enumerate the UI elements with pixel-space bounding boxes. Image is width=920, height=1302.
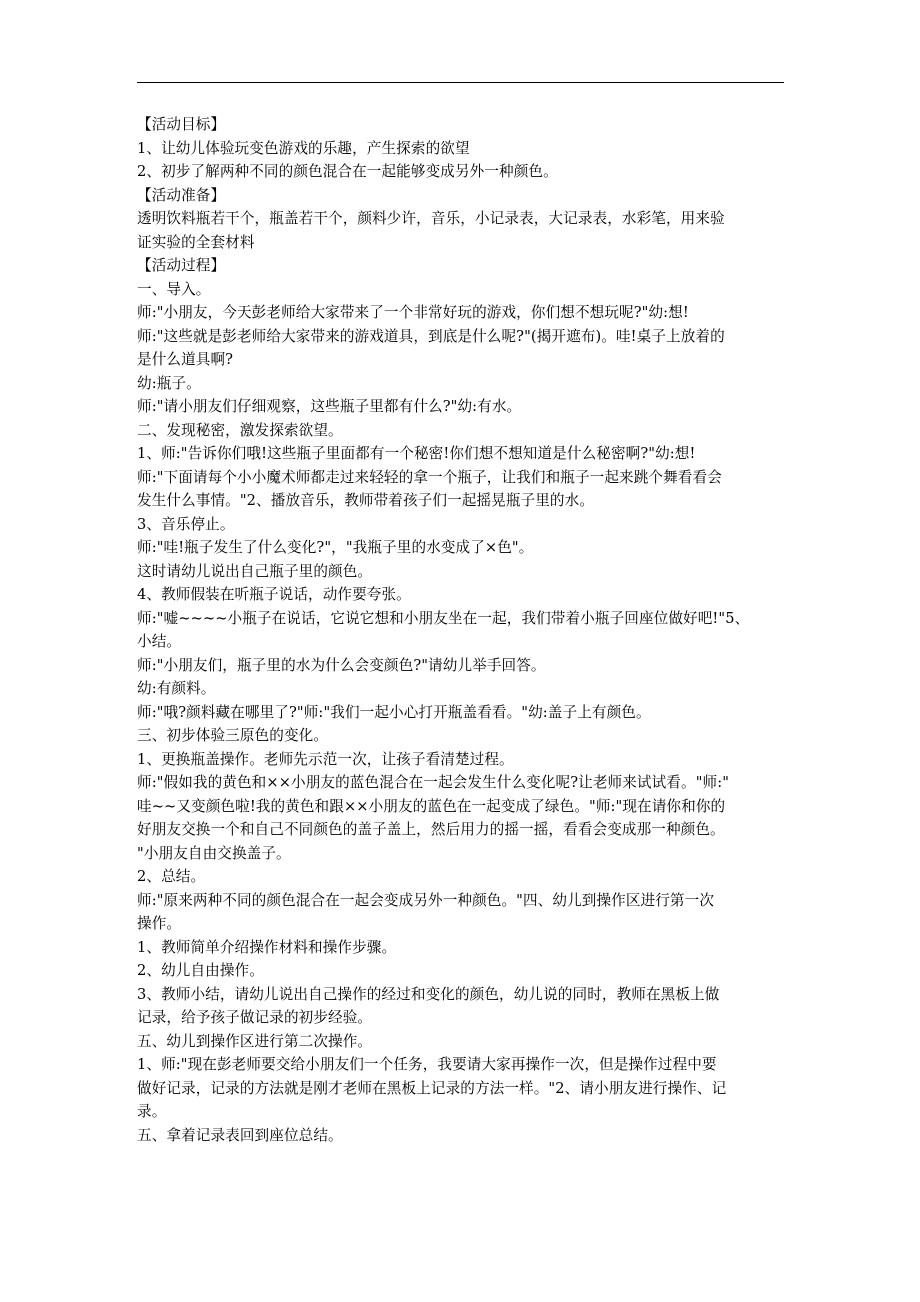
text-line: 2、幼儿自由操作。 [137, 962, 264, 979]
text-line: 师:"哦?颜料藏在哪里了?"师:"我们一起小心打开瓶盖看看。"幼:盖子上有颜色。 [137, 703, 651, 721]
text-line: 证实验的全套材料 [137, 233, 255, 251]
text-line: 三、初步体验三原色的变化。 [137, 727, 329, 744]
text-line: 3、教师小结，请幼儿说出自己操作的经过和变化的颜色，幼儿说的同时，教师在黑板上做 [137, 985, 720, 1003]
text-line: 好朋友交换一个和自己不同颜色的盖子盖上，然后用力的摇一摇，看看会变成那一种颜色。 [137, 821, 725, 838]
text-line: 【活动过程】 [137, 257, 226, 274]
text-line: 师:"小朋友，今天彭老师给大家带来了一个非常好玩的游戏，你们想不想玩呢?"幼:想! [137, 304, 689, 321]
text-line: 3、音乐停止。 [137, 515, 235, 533]
text-line: 师:"嘘~~~~小瓶子在说话，它说它想和小朋友坐在一起，我们带着小瓶子回座位做好吧!"5、 [137, 609, 750, 627]
text-line: "小朋友自由交换盖子。 [137, 844, 291, 862]
document-body [137, 113, 787, 1147]
text-line: 【活动目标】 [137, 116, 226, 133]
text-line: 师:"假如我的黄色和××小朋友的蓝色混合在一起会发生什么变化呢?让老师来试试看。"师:" [137, 774, 730, 791]
text-line: 师:"哇!瓶子发生了什么变化?"，"我瓶子里的水变成了×色"。 [137, 539, 534, 556]
text-line: 1、更换瓶盖操作。老师先示范一次，让孩子看清楚过程。 [137, 750, 514, 768]
text-line: 师:"下面请每个小小魔术师都走过来轻轻的拿一个瓶子，让我们和瓶子一起来跳个舞看看会 [137, 468, 722, 486]
header-rule [137, 82, 784, 83]
text-line: 师:"原来两种不同的颜色混合在一起会变成另外一种颜色。"四、幼儿到操作区进行第一次 [137, 891, 715, 909]
text-line: 小结。 [137, 633, 182, 650]
text-line: 师:"小朋友们，瓶子里的水为什么会变颜色?"请幼儿举手回答。 [137, 656, 546, 674]
text-line: 是什么道具啊? [137, 351, 234, 368]
text-line: 哇~~又变颜色啦!我的黄色和跟××小朋友的蓝色在一起变成了绿色。"师:"现在请你和你的 [137, 797, 726, 815]
text-line: 五、拿着记录表回到座位总结。 [137, 1126, 343, 1144]
text-line: 师:"这些就是彭老师给大家带来的游戏道具，到底是什么呢?"(揭开遮布)。哇!桌子上放着的 [137, 327, 725, 345]
text-line: 1、师:"现在彭老师要交给小朋友们一个任务，我要请大家再操作一次，但是操作过程中要 [137, 1056, 717, 1073]
text-line: 录。 [137, 1103, 167, 1120]
text-line: 二、发现秘密，激发探索欲望。 [137, 421, 343, 439]
text-line: 师:"请小朋友们仔细观察，这些瓶子里都有什么?"幼:有水。 [137, 398, 522, 415]
text-line: 操作。 [137, 915, 182, 932]
text-line: 记录，给予孩子做记录的初步经验。 [137, 1009, 373, 1026]
text-line: 五、幼儿到操作区进行第二次操作。 [137, 1032, 373, 1050]
text-line: 透明饮料瓶若干个，瓶盖若干个，颜料少许，音乐，小记录表，大记录表，水彩笔，用来验 [137, 210, 725, 227]
text-line: 【活动准备】 [137, 186, 226, 204]
text-line: 2、初步了解两种不同的颜色混合在一起能够变成另外一种颜色。 [137, 163, 558, 180]
text-line: 2、总结。 [137, 868, 206, 885]
text-line: 1、让幼儿体验玩变色游戏的乐趣，产生探索的欲望 [137, 139, 470, 157]
text-line: 发生什么事情。"2、播放音乐，教师带着孩子们一起摇晃瓶子里的水。 [137, 492, 595, 509]
text-line: 幼:有颜料。 [137, 680, 216, 697]
text-line: 这时请幼儿说出自己瓶子里的颜色。 [137, 562, 373, 580]
text-line: 1、师:"告诉你们哦!这些瓶子里面都有一个秘密!你们想不想知道是什么秘密啊?"幼:想! [137, 445, 696, 462]
text-line: 做好记录，记录的方法就是刚才老师在黑板上记录的方法一样。"2、请小朋友进行操作、记 [137, 1079, 727, 1097]
text-line: 1、教师简单介绍操作材料和操作步骤。 [137, 938, 397, 956]
text-line: 一、导入。 [137, 280, 211, 298]
text-line: 幼:瓶子。 [137, 374, 201, 392]
text-line: 4、教师假装在听瓶子说话，动作要夸张。 [137, 586, 411, 603]
